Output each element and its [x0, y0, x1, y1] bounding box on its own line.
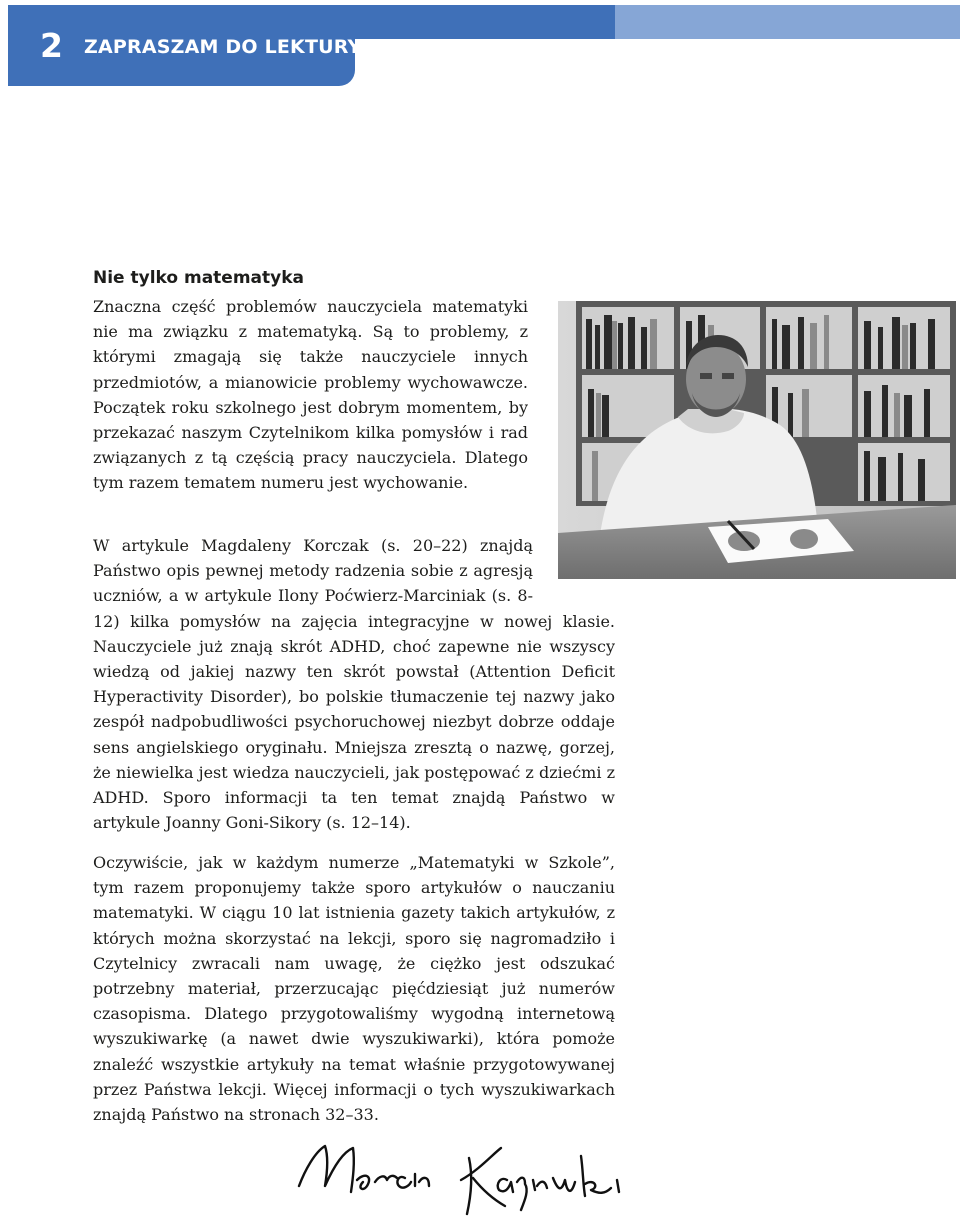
header-strip	[355, 5, 615, 39]
section-title: ZAPRASZAM DO LEKTURY!	[84, 36, 371, 58]
article-paragraph-1: Znaczna część problemów nauczyciela matematyki nie ma związku z matematyką. Są to problemy, z którymi zmagają się także nauczyciele innych przedmiotów, a mianowicie problemy wychowawcze. Początek roku szkolnego jest dobrym momentem, by przekazać naszym Czytelnikom kilka pomysłów i rad związanych z tą częścią pracy nauczyciela. Dlatego tym razem tematem numeru jest wychowanie.	[93, 297, 528, 493]
page-number: 2	[40, 26, 63, 65]
article-title: Nie tylko matematyka	[93, 268, 304, 288]
header-strip-light	[615, 5, 960, 39]
article-paragraph-2-text: W artykule Magdaleny Korczak (s. 20–22) znajdą Państwo opis pewnej metody radzenia sobie z agresją uczniów, a w artykule Ilony Poćwierz-Marciniak (s. 8-12) kilka pomysłów na zajęcia integracyjne w nowej klasie. Nauczyciele już znają skrót ADHD, choć zapewne nie wszyscy wiedzą od jakiej nazwy ten skrót powstał (Attention Deficit Hyperactivity Disorder), bo polskie tłumaczenie tej nazwy jako zespół nadpobudliwości psychoruchowej niezbyt dobrze oddaje sens angielskiego oryginału. Mniejsza zresztą o nazwę, gorzej, że niewielka jest wiedza nauczycieli, jak postępować z dziećmi z ADHD. Sporo informacji ta ten temat znajdą Państwo w artykule Joanny Goni-Sikory (s. 12–14).	[93, 536, 615, 833]
article-paragraph-3: Oczywiście, jak w każdym numerze „Matematyki w Szkole”, tym razem proponujemy także sporo artykułów o nauczaniu matematyki. W ciągu 10 lat istnienia gazety takich artykułów, z których można skorzystać na lekcji, sporo się nagromadziło i Czytelnicy zwracali nam uwagę, że ciężko jest odszukać potrzebny materiał, przerzucając pięćdziesiąt już numerów czasopisma. Dlatego przygotowaliśmy wygodną internetową wyszukiwarkę (a nawet dwie wyszukiwarki), która pomoże znaleźć wszystkie artykuły na temat właśnie przygotowywanej przez Państwa lekcji. Więcej informacji o tych wyszukiwarkach znajdą Państwo na stronach 32–33.	[93, 853, 615, 1125]
article-paragraph-2	[93, 533, 615, 835]
author-photo	[558, 301, 956, 579]
author-signature	[295, 1140, 625, 1220]
